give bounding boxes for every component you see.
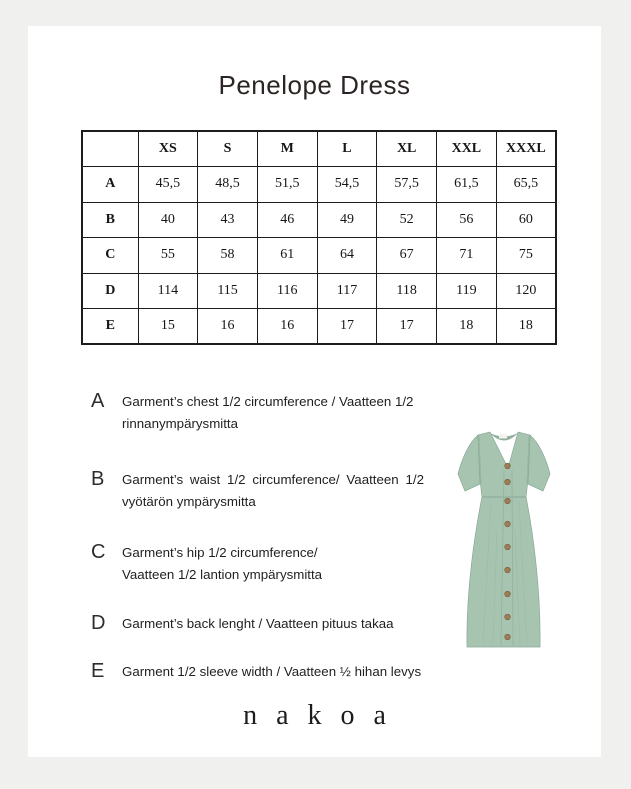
legend-desc-c: [122, 540, 424, 586]
cell: 119: [437, 273, 497, 309]
cell: 118: [377, 273, 437, 309]
cell: 18: [437, 309, 497, 345]
cell: 15: [138, 309, 198, 345]
size-guide-card: [28, 26, 601, 757]
cell: 61,5: [437, 167, 497, 203]
legend-desc-d: [122, 611, 424, 635]
size-table-header-row: [82, 131, 556, 167]
cell: 51,5: [257, 167, 317, 203]
cell: 17: [317, 309, 377, 345]
cell: 114: [138, 273, 198, 309]
cell: 40: [138, 202, 198, 238]
cell: 49: [317, 202, 377, 238]
dress-neck-label: [499, 434, 507, 439]
table-row-e: [82, 309, 556, 345]
legend-desc-e: [122, 659, 424, 683]
cell: 117: [317, 273, 377, 309]
cell: 71: [437, 238, 497, 274]
cell: 16: [198, 309, 258, 345]
legend-letter-a: A: [91, 390, 105, 412]
legend-letter-c: C: [91, 541, 106, 563]
cell: 46: [257, 202, 317, 238]
cell: 116: [257, 273, 317, 309]
cell: 45,5: [138, 167, 198, 203]
legend-desc-line: Vaatteen 1/2 lantion ympärysmitta: [122, 567, 323, 582]
corner-cell: [82, 131, 138, 167]
cell: 52: [377, 202, 437, 238]
row-label: C: [82, 238, 138, 274]
cell: 48,5: [198, 167, 258, 203]
row-label: B: [82, 202, 138, 238]
cell: 65,5: [496, 167, 556, 203]
cell: 43: [198, 202, 258, 238]
col-header-l: L: [317, 131, 377, 167]
legend-desc-line: Garment’s back lenght / Vaatteen pituus takaa: [122, 616, 394, 631]
table-row-c: [82, 238, 556, 274]
cell: 57,5: [377, 167, 437, 203]
table-row-b: [82, 202, 556, 238]
cell: 60: [496, 202, 556, 238]
row-label: A: [82, 167, 138, 203]
dress-product-image: [453, 430, 555, 652]
col-header-xxl: XXL: [437, 131, 497, 167]
brand-logo: nakoa: [243, 700, 405, 731]
legend-desc-line: Garment’s waist 1/2 circumference/ Vaatteen 1/2: [122, 472, 424, 487]
legend-item-d: [91, 611, 424, 635]
col-header-xl: XL: [377, 131, 437, 167]
cell: 64: [317, 238, 377, 274]
legend-desc-line: Garment 1/2 sleeve width / Vaatteen ½ hihan levys: [122, 664, 422, 679]
cell: 55: [138, 238, 198, 274]
cell: 115: [198, 273, 258, 309]
col-header-xxxl: XXXL: [496, 131, 556, 167]
cell: 75: [496, 238, 556, 274]
cell: 56: [437, 202, 497, 238]
cell: 58: [198, 238, 258, 274]
legend-desc-line: vyötärön ympärysmitta: [122, 494, 256, 509]
size-table: [81, 130, 557, 345]
table-row-a: [82, 167, 556, 203]
row-label: D: [82, 273, 138, 309]
legend-item-a: [91, 389, 424, 435]
page-title: Penelope Dress: [218, 70, 411, 100]
col-header-xs: XS: [138, 131, 198, 167]
legend-desc-a: [122, 389, 424, 435]
legend-letter-d: D: [91, 612, 106, 634]
legend-item-e: [91, 659, 424, 683]
legend-desc-line: rinnanympärysmitta: [122, 416, 239, 431]
legend-desc-line: Garment’s chest 1/2 circumference / Vaatteen 1/2: [122, 394, 414, 409]
row-label: E: [82, 309, 138, 345]
cell: 16: [257, 309, 317, 345]
legend-desc-line: Garment’s hip 1/2 circumference/: [122, 545, 318, 560]
col-header-m: M: [257, 131, 317, 167]
legend-item-c: [91, 540, 424, 586]
cell: 61: [257, 238, 317, 274]
cell: 67: [377, 238, 437, 274]
table-row-d: [82, 273, 556, 309]
legend-desc-b: [122, 467, 424, 513]
cell: 54,5: [317, 167, 377, 203]
legend-letter-b: B: [91, 468, 105, 490]
legend-item-b: [91, 467, 424, 513]
col-header-s: S: [198, 131, 258, 167]
cell: 17: [377, 309, 437, 345]
legend-letter-e: E: [91, 660, 105, 682]
cell: 120: [496, 273, 556, 309]
cell: 18: [496, 309, 556, 345]
